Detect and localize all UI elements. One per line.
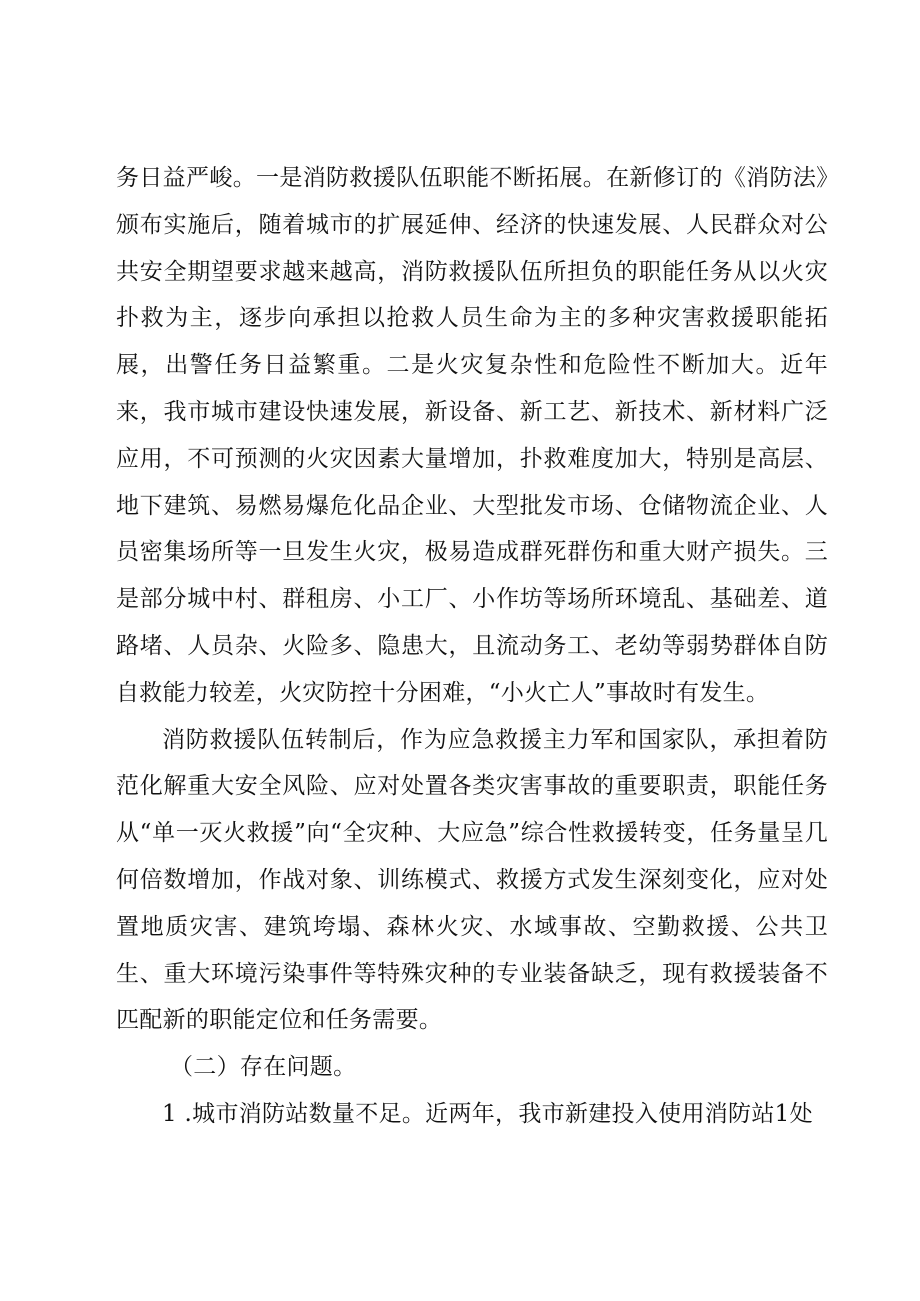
section-heading-existing-problems: （二）存在问题。: [170, 1054, 357, 1081]
paragraph-fire-risk-situation: 务日益严峻。一是消防救援队伍职能不断拓展。在新修订的《消防法》颁布实施后，随着城市的扩展延伸、经济的快速发展、人民群众对公共安全期望要求越来越高，消防救援队伍所担负的职能任务从以火灾扑救为主，逐步向承担以抢救人员生命为主的多种灾害救援职能拓展，出警任务日益繁重。二是火灾复杂性和危险性不断加大。近年来，我市城市建设快速发展，新设备、新工艺、新技术、新材料广泛应用，不可预测的火灾因素大量增加，扑救难度加大，特别是高层、地下建筑、易燃易爆危化品企业、大型批发市场、仓储物流企业、人员密集场所等一旦发生火灾，极易造成群死群伤和重大财产损失。三是部分城中村、群租房、小工厂、小作坊等场所环境乱、基础差、道路堵、人员杂、火险多、隐患大，且流动务工、老幼等弱势群体自防自救能力较差，火灾防控十分困难，“小火亡人”事故时有发生。: [116, 165, 828, 706]
paragraph-rescue-team-transformation: 消防救援队伍转制后，作为应急救援主力军和国家队，承担着防范化解重大安全风险、应对处置各类灾害事故的重要职责，职能任务从“单一灭火救援”向“全灾种、大应急”综合性救援转变，任务量呈几何倍数增加，作战对象、训练模式、救援方式发生深刻变化，应对处置地质灾害、建筑垮塌、森林火灾、水域事故、空勤救援、公共卫生、重大环境污染事件等特殊灾种的专业装备缺乏，现有救援装备不匹配新的职能定位和任务需要。: [116, 726, 828, 1034]
paragraph-item-1-insufficient-stations: 1 .城市消防站数量不足。近两年，我市新建投入使用消防站1处: [162, 1100, 813, 1127]
document-body: [116, 155, 828, 1138]
